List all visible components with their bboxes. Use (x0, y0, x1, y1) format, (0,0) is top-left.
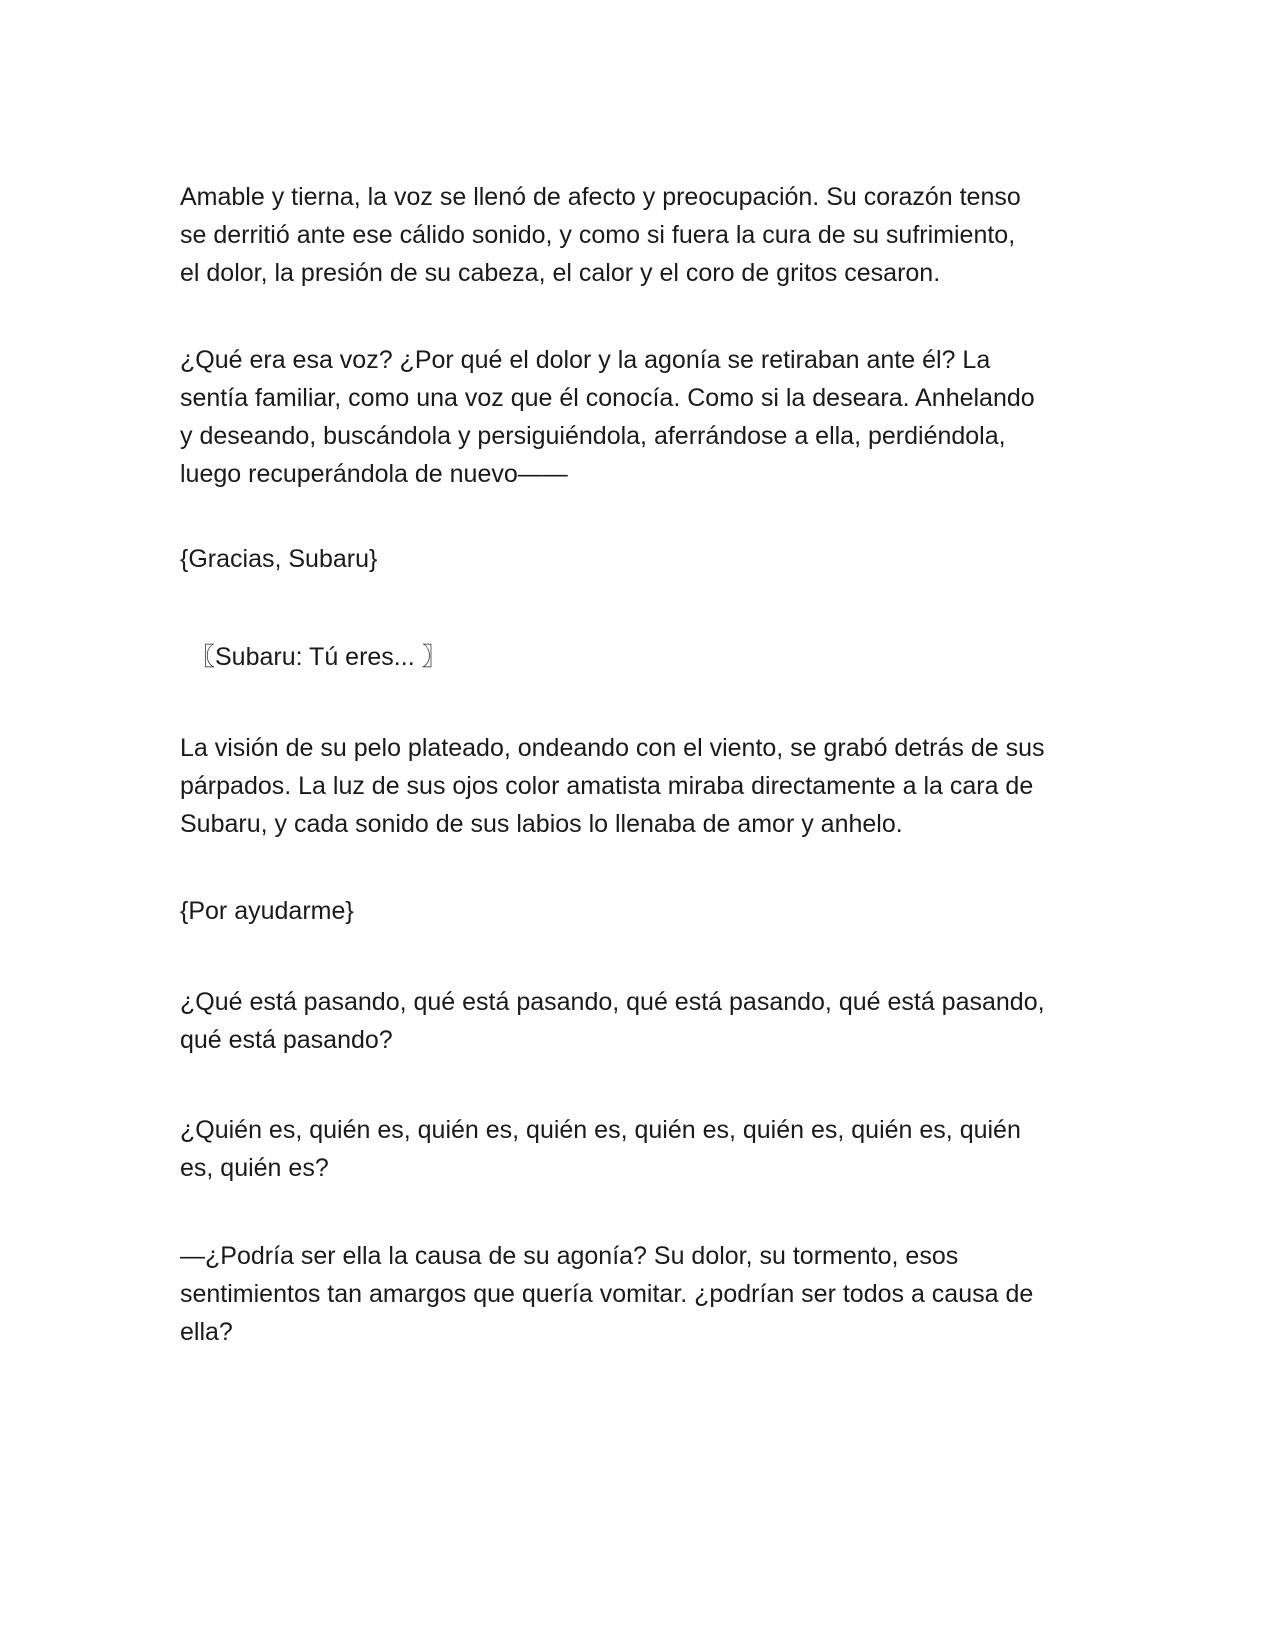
paragraph-2: ¿Qué era esa voz? ¿Por qué el dolor y la agonía se retiraban ante él? La sentía familiar, como una voz que él conocía. Como si la deseara. Anhelando y deseando, buscándola y persiguiéndola, aferrándose a ella, perdiéndola, luego recuperándola de nuevo—— (180, 346, 1035, 488)
paragraph-7: ¿Qué está pasando, qué está pasando, qué está pasando, qué está pasando, qué está pasando? (180, 988, 1045, 1054)
paragraph-1: Amable y tierna, la voz se llenó de afecto y preocupación. Su corazón tenso se derritió ante ese cálido sonido, y como si fuera la cura de su sufrimiento, el dolor, la presión de su cabeza, el calor y el coro de gritos cesaron. (180, 183, 1021, 287)
paragraph-8: ¿Quién es, quién es, quién es, quién es, quién es, quién es, quién es, quién es, quién es? (180, 1116, 1021, 1182)
paragraph-3: {Gracias, Subaru} (180, 545, 378, 573)
paragraph-6: {Por ayudarme} (180, 897, 354, 925)
paragraph-4: 〖Subaru: Tú eres... 〗 (190, 643, 447, 671)
paragraph-9: —¿Podría ser ella la causa de su agonía? Su dolor, su tormento, esos sentimientos tan amargos que quería vomitar. ¿podrían ser todos a causa de ella? (180, 1242, 1034, 1346)
paragraph-5: La visión de su pelo plateado, ondeando con el viento, se grabó detrás de sus párpados. La luz de sus ojos color amatista miraba directamente a la cara de Subaru, y cada sonido de sus labios lo llenaba de amor y anhelo. (180, 734, 1045, 838)
